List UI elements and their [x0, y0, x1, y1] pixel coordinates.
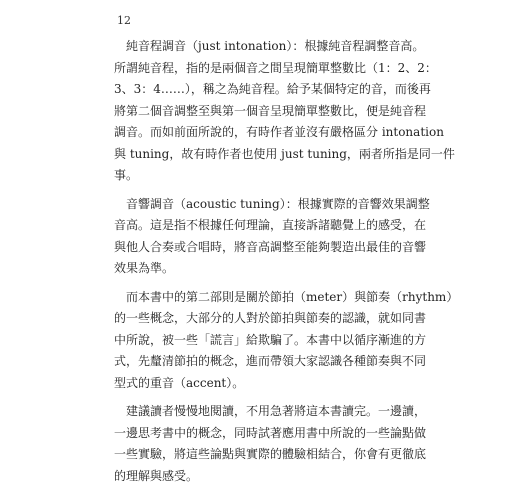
- text-line: 音響調音（acoustic tuning）：根據實際的音響效果調整: [114, 196, 430, 211]
- text-line: 音高。這是指不根據任何理論，直接訴諸聽覺上的感受，在: [114, 218, 427, 232]
- page-number: 12: [117, 14, 131, 27]
- text-line: 純音程調音（just intonation）：根據純音程調整音高。: [114, 39, 425, 53]
- text-line: 一邊思考書中的概念，同時試著應用書中所說的一些論點做: [114, 425, 427, 440]
- paragraph-acoustic-tuning: [114, 194, 430, 280]
- paragraph-reading-advice: [114, 401, 427, 487]
- text-line: 而本書中的第二部則是關於節拍（meter）與節奏（rhythm）: [114, 289, 459, 304]
- text-line: 建議讀者慢慢地閱讀，不用急著將這本書讀完。一邊讀，: [114, 404, 427, 418]
- text-line: 與 tuning，故有時作者也使用 just tuning，兩者所指是同一件: [114, 146, 455, 161]
- text-line: 的一些概念，大部分的人對於節拍與節奏的認識，就如同書: [114, 311, 427, 325]
- text-line: 與他人合奏或合唱時，將音高調整至能夠製造出最佳的音響: [114, 239, 427, 254]
- text-line: 效果為準。: [114, 261, 175, 275]
- text-line: 型式的重音（accent）。: [114, 375, 245, 390]
- text-line: 所謂純音程，指的是兩個音之間呈現簡單整數比（1：2、2：: [114, 60, 437, 75]
- text-line: 式，先釐清節拍的概念，進而帶領大家認識各種節奏與不同: [114, 354, 427, 368]
- text-line: 中所說，被一些「謊言」給欺騙了。本書中以循序漸進的方: [114, 332, 427, 347]
- text-line: 3、3：4……），稱之為純音程。給予某個特定的音，而後再: [114, 82, 431, 96]
- text-line: 一些實驗，將這些論點與實際的體驗相結合，你會有更徹底: [114, 447, 427, 461]
- text-line: 的理解與感受。: [114, 468, 199, 483]
- body-text: [114, 36, 459, 494]
- text-line: 將第二個音調整至與第一個音呈現簡單整數比，便是純音程: [114, 103, 427, 118]
- text-line: 調音。而如前面所說的，有時作者並沒有嚴格區分 intonation: [114, 125, 444, 139]
- paragraph-just-intonation: [114, 36, 455, 187]
- paragraph-meter-rhythm: [114, 287, 459, 395]
- text-line: 事。: [114, 168, 139, 182]
